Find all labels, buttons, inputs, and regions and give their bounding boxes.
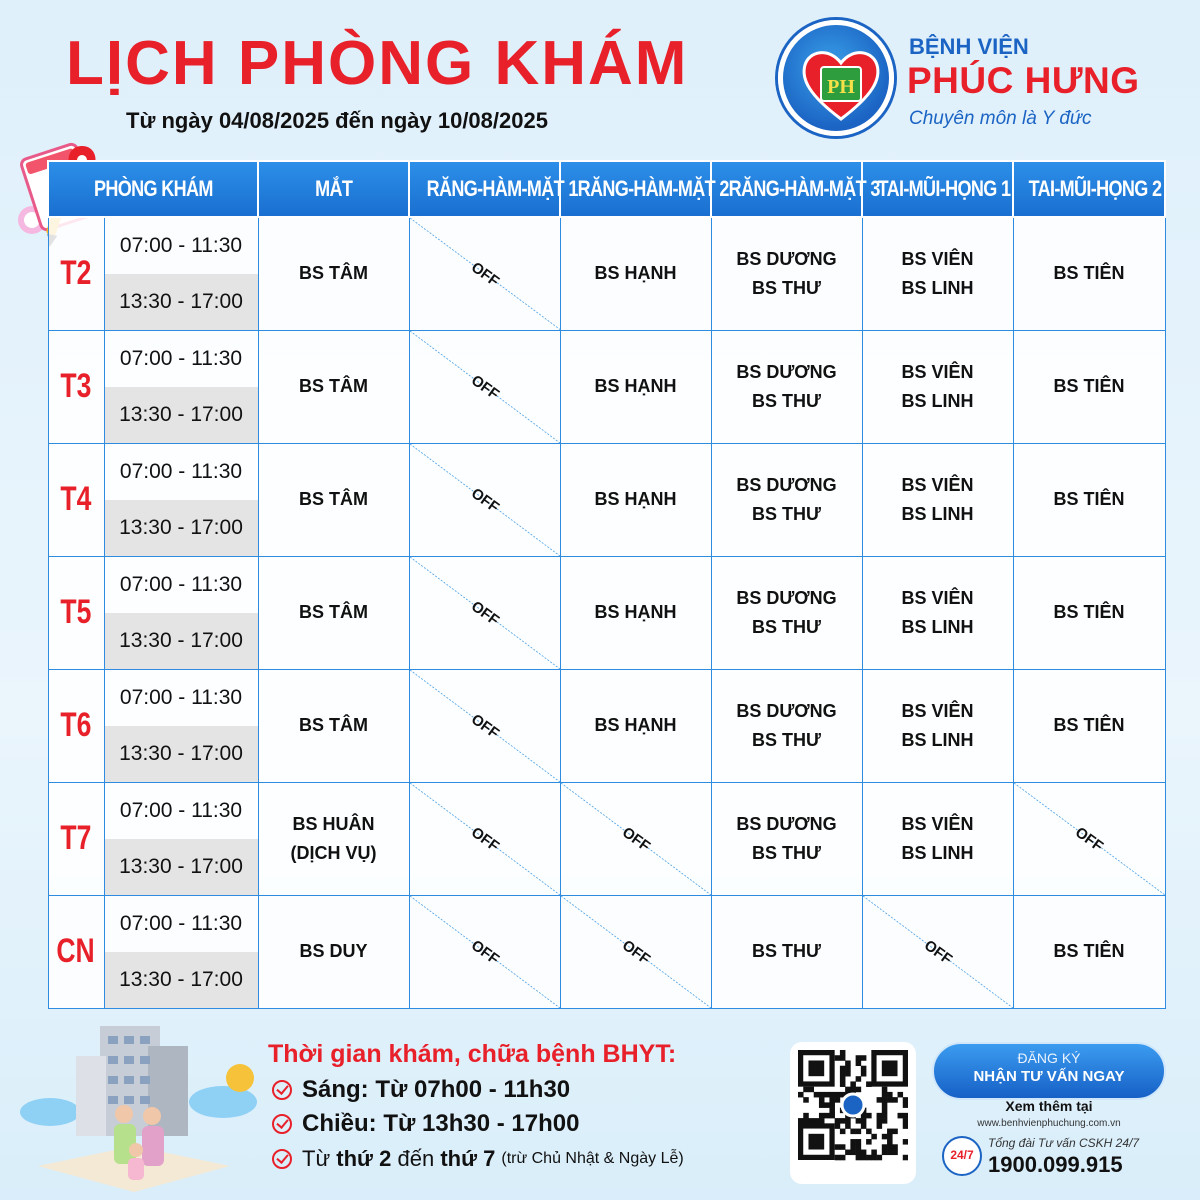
time-morning: 07:00 - 11:30 (119, 798, 243, 822)
table-row (48, 669, 1165, 782)
doctor-name: BS THƯ (752, 503, 821, 524)
doctor-name: BS TIÊN (1053, 941, 1125, 961)
doctor-cell (862, 330, 1013, 443)
website-link[interactable]: www.benhvienphuchung.com.vn (977, 1118, 1121, 1129)
time-afternoon: 13:30 - 17:00 (105, 500, 258, 556)
doctor-name: BS HẠNH (594, 489, 677, 509)
doctor-name: BS TIÊN (1053, 263, 1125, 284)
time-afternoon: 13:30 - 17:00 (105, 274, 258, 330)
doctor-cell (862, 782, 1013, 895)
doctor-cell (711, 330, 862, 443)
day-label: T5 (48, 556, 104, 669)
doctor-name: BS DƯƠNG (736, 813, 837, 834)
time-slots (104, 443, 258, 556)
doctor-cell (258, 669, 409, 782)
off-cell (560, 895, 711, 1008)
doctor-name: BS THƯ (752, 616, 821, 637)
day-label: CN (48, 895, 104, 1008)
bhyt-title: Thời gian khám, chữa bệnh BHYT: (268, 1040, 677, 1068)
time-slots (104, 782, 258, 895)
doctor-cell (560, 669, 711, 782)
doctor-cell (711, 782, 862, 895)
doctor-cell (258, 782, 409, 895)
doctor-name: BS LINH (901, 390, 974, 411)
day-label: T7 (48, 782, 104, 895)
hospital-logo (778, 20, 1178, 140)
off-cell (409, 895, 560, 1008)
doctor-name: BS TIÊN (1053, 489, 1125, 509)
doctor-name: BS TÂM (299, 263, 368, 284)
doctor-cell (711, 669, 862, 782)
check-circle-icon (272, 1080, 292, 1100)
doctor-cell (1013, 895, 1165, 1008)
schedule-table (47, 160, 1166, 1009)
day-label: T4 (48, 443, 104, 556)
doctor-name: BS TÂM (299, 376, 368, 396)
time-slots (104, 556, 258, 669)
time-afternoon: 13:30 - 17:00 (105, 613, 258, 669)
time-morning: 07:00 - 11:30 (119, 233, 243, 257)
doctor-name: BS HẠNH (594, 715, 677, 735)
hotline-badge: 24/7 (942, 1136, 982, 1176)
off-label: OFF (920, 936, 955, 969)
hospital-illustration (8, 1016, 260, 1196)
header-eye: MẮT (258, 161, 409, 217)
doctor-cell (862, 556, 1013, 669)
hotline-label: Tổng đài Tư vấn CSKH 24/7 (988, 1136, 1140, 1150)
doctor-name: BS DƯƠNG (736, 474, 837, 495)
doctor-name: BS TÂM (299, 602, 368, 622)
header-ent-1: TAI-MŨI-HỌNG 1 (862, 161, 1013, 217)
logo-tagline: Chuyên môn là Y đức (909, 108, 1092, 129)
doctor-name: BS VIÊN (901, 700, 974, 721)
doctor-cell (258, 217, 409, 330)
off-label: OFF (467, 710, 502, 743)
off-label: OFF (618, 936, 653, 969)
doctor-name: BS LINH (901, 729, 974, 750)
doctor-name: BS THƯ (752, 842, 821, 863)
doctor-cell (1013, 556, 1165, 669)
footer (0, 1012, 1200, 1200)
doctor-cell (711, 556, 862, 669)
doctor-cell (560, 443, 711, 556)
logo-emblem (778, 20, 894, 136)
off-label: OFF (467, 823, 502, 856)
day-label: T3 (48, 330, 104, 443)
doctor-name: BS HẠNH (594, 602, 677, 622)
doctor-name: BS DƯƠNG (736, 248, 837, 269)
hotline-number[interactable]: 1900.099.915 (988, 1152, 1123, 1177)
off-label: OFF (467, 597, 502, 630)
doctor-cell (711, 895, 862, 1008)
day-label: T6 (48, 669, 104, 782)
off-cell (409, 217, 560, 330)
off-cell (409, 443, 560, 556)
doctor-cell (258, 895, 409, 1008)
doctor-name: BS THƯ (752, 277, 821, 298)
time-morning: 07:00 - 11:30 (119, 685, 243, 709)
page-title: LỊCH PHÒNG KHÁM (66, 29, 689, 98)
off-cell (409, 782, 560, 895)
table-row (48, 556, 1165, 669)
doctor-name: BS VIÊN (901, 474, 974, 495)
doctor-name: BS TIÊN (1053, 376, 1125, 396)
doctor-cell (1013, 217, 1165, 330)
doctor-name: BS VIÊN (901, 813, 974, 834)
header-dental-1: RĂNG-HÀM-MẶT 1 (409, 161, 560, 217)
table-row (48, 330, 1165, 443)
time-slots (104, 895, 258, 1008)
doctor-name: BS LINH (901, 616, 974, 637)
doctor-name: BS TIÊN (1053, 715, 1125, 735)
time-afternoon: 13:30 - 17:00 (105, 952, 258, 1008)
qr-code[interactable] (790, 1042, 916, 1184)
register-consult-button[interactable]: ĐĂNG KÝ NHẬN TƯ VẤN NGAY (932, 1042, 1166, 1100)
doctor-cell (560, 217, 711, 330)
time-slots (104, 217, 258, 330)
doctor-name: BS DƯƠNG (736, 361, 837, 382)
doctor-cell (862, 669, 1013, 782)
doctor-name: BS THƯ (752, 390, 821, 411)
see-more-label: Xem thêm tại (1005, 1098, 1093, 1114)
doctor-name: BS DƯƠNG (736, 700, 837, 721)
time-morning: 07:00 - 11:30 (119, 572, 243, 596)
header-clinic: PHÒNG KHÁM (48, 161, 258, 217)
doctor-name: BS VIÊN (901, 248, 974, 269)
doctor-cell (711, 443, 862, 556)
doctor-name: BS LINH (901, 503, 974, 524)
doctor-name: BS TIÊN (1053, 602, 1125, 622)
header-dental-3: RĂNG-HÀM-MẶT 3 (711, 161, 862, 217)
table-header-row (48, 161, 1165, 217)
time-afternoon: 13:30 - 17:00 (105, 839, 258, 895)
doctor-name: BS TÂM (299, 715, 368, 735)
doctor-name: BS LINH (901, 277, 974, 298)
doctor-cell (560, 556, 711, 669)
doctor-cell (711, 217, 862, 330)
logo-line1: BỆNH VIỆN (909, 34, 1029, 59)
doctor-name: BS DUY (299, 941, 368, 961)
off-label: OFF (467, 371, 502, 404)
doctor-cell (862, 443, 1013, 556)
time-slots (104, 669, 258, 782)
table-row (48, 443, 1165, 556)
doctor-cell (1013, 669, 1165, 782)
check-circle-icon (272, 1114, 292, 1134)
off-cell (409, 556, 560, 669)
doctor-name: BS DƯƠNG (736, 587, 837, 608)
header-ent-2: TAI-MŨI-HỌNG 2 (1013, 161, 1165, 217)
off-label: OFF (467, 484, 502, 517)
doctor-name: BS VIÊN (901, 587, 974, 608)
header-dental-2: RĂNG-HÀM-MẶT 2 (560, 161, 711, 217)
doctor-name: BS VIÊN (901, 361, 974, 382)
doctor-name: BS LINH (901, 842, 974, 863)
doctor-cell (862, 217, 1013, 330)
day-label: T2 (48, 217, 104, 330)
check-circle-icon (272, 1149, 292, 1169)
off-cell (1013, 782, 1165, 895)
doctor-name: (DỊCH VỤ) (290, 842, 377, 863)
off-cell (409, 669, 560, 782)
bhyt-afternoon: Chiều: Từ 13h30 - 17h00 (272, 1110, 579, 1138)
off-label: OFF (618, 823, 653, 856)
time-afternoon: 13:30 - 17:00 (105, 726, 258, 782)
bhyt-morning: Sáng: Từ 07h00 - 11h30 (272, 1076, 570, 1104)
doctor-cell (1013, 443, 1165, 556)
table-row (48, 895, 1165, 1008)
off-label: OFF (467, 259, 502, 291)
logo-line2: PHÚC HƯNG (907, 60, 1140, 101)
time-afternoon: 13:30 - 17:00 (105, 387, 258, 443)
date-range: Từ ngày 04/08/2025 đến ngày 10/08/2025 (126, 108, 548, 133)
off-cell (862, 895, 1013, 1008)
time-slots (104, 330, 258, 443)
off-label: OFF (467, 936, 502, 969)
time-morning: 07:00 - 11:30 (119, 911, 243, 935)
heart-icon (799, 43, 883, 123)
time-morning: 07:00 - 11:30 (119, 346, 243, 370)
time-morning: 07:00 - 11:30 (119, 459, 243, 483)
doctor-cell (258, 330, 409, 443)
doctor-cell (258, 443, 409, 556)
doctor-name: BS HẠNH (594, 263, 677, 284)
svg-text:PH: PH (827, 76, 855, 98)
doctor-name: BS THƯ (752, 729, 821, 750)
doctor-name: BS TÂM (299, 489, 368, 509)
doctor-cell (1013, 330, 1165, 443)
doctor-name: BS HUÂN (292, 813, 375, 834)
doctor-name: BS THƯ (752, 941, 821, 961)
off-cell (560, 782, 711, 895)
doctor-name: BS HẠNH (594, 376, 677, 396)
doctor-cell (258, 556, 409, 669)
table-row (48, 217, 1165, 330)
off-label: OFF (1071, 823, 1107, 856)
off-cell (409, 330, 560, 443)
table-row (48, 782, 1165, 895)
doctor-cell (560, 330, 711, 443)
bhyt-days: Từ thứ 2 đến thứ 7 (trừ Chủ Nhật & Ngày Lễ) (272, 1146, 684, 1172)
